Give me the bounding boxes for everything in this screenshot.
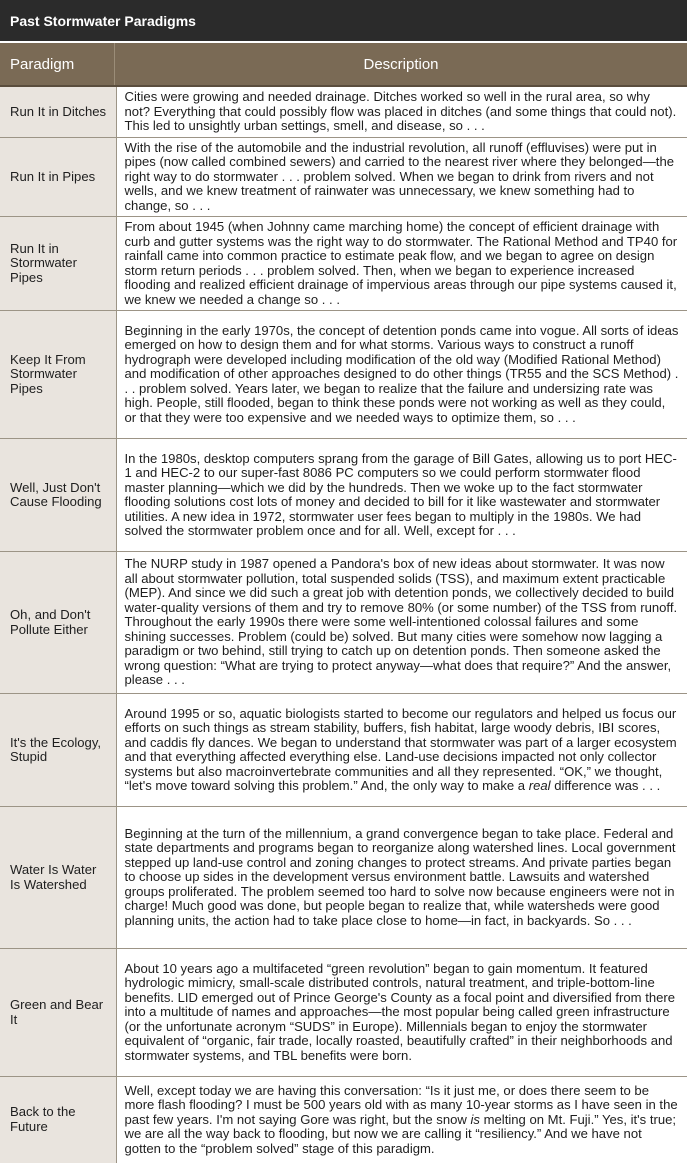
table-row (0, 694, 687, 807)
table-row (0, 311, 687, 439)
paradigm-cell: Run It in Ditches (0, 87, 116, 137)
description-cell (116, 552, 687, 694)
paradigm-cell: Water Is Water Is Watershed (0, 807, 116, 949)
description-text: From about 1945 (when Johnny came marching home) the concept of efficient drainage with curb and gutter systems was the right way to do stormwater. The Rational Method and TP40 for rainfall came into common practice to estimate peak flow, and we began to agree on design storm return periods . . . problem solved. Then, when we began to experience increased flooding and realized efficient drainage of impervious areas through our pipe systems caused it, we knew we needed a change so . . . (124, 219, 678, 307)
description-cell (116, 949, 687, 1077)
description-cell (116, 137, 687, 217)
header-description: Description (363, 55, 439, 73)
description-text: Well, except today we are having this conversation: “Is it just me, or does there seem to be more flash flooding? I must be 500 years old with as many 10-year storms as I have seen in the past few years. I'm not saying Gore was right, but the snow (124, 1082, 678, 1127)
description-cell (116, 694, 687, 807)
paradigm-cell: Green and Bear It (0, 949, 116, 1077)
description-text: Around 1995 or so, aquatic biologists started to become our regulators and helped us focus our efforts on such things as stream stability, buffers, fish habitat, large woody debris, IBI scores, and caddis fly dances. We began to understand that stormwater was part of a larger ecosystem and that everything affected everything else. Land-use decisions impacted not only collector systems but also macroinvertebrate communities and all they represented. “OK,” we thought, “let's move toward solving this problem.” And, the only way to make a (124, 705, 677, 793)
table-row (0, 217, 687, 311)
description-cell (116, 807, 687, 949)
description-cell (116, 1077, 687, 1163)
table-row (0, 552, 687, 694)
description-cell (116, 439, 687, 552)
header-paradigm: Paradigm (0, 43, 115, 85)
paradigm-cell: Run It in Pipes (0, 137, 116, 217)
description-text: About 10 years ago a multifaceted “green revolution” began to gain momentum. It featured hydrologic mimicry, small-scale distributed controls, natural treatment, and triple-bottom-line benefits. LID emerged out of Prince George's County as a focal point and diversified from there into a multitude of names and approaches—the most popular being called green infrastructure (or the unfortunate acronym “SUDS” in Europe). Millennials began to enjoy the stormwater equivalent of “organic, fair trade, locally roasted, beautifully crafted” in their neighborhoods and stormwater systems, and TBL benefits were born. (124, 960, 676, 1063)
table-row (0, 949, 687, 1077)
paradigm-cell: Well, Just Don't Cause Flooding (0, 439, 116, 552)
description-text: Cities were growing and needed drainage. Ditches worked so well in the rural area, so why not? Everything that could possibly flow was placed in ditches (and some things that could not). This led to unsightly urban settings, smell, and disease, so . . . (124, 89, 677, 133)
description-emphasis: is (470, 1111, 480, 1127)
description-text-tail: difference was . . . (550, 778, 661, 793)
description-text: In the 1980s, desktop computers sprang from the garage of Bill Gates, allowing us to port HEC-1 and HEC-2 to our super-fast 8086 PC computers so we could perform stormwater flood master planning—which we did by the hundreds. Then we woke up to the fact stormwater flooding solutions cost lots of money and decided to bill for it like wastewater and stormwater utilities. A new idea in 1972, stormwater user fees began to multiply in the 1980s. We had solved the stormwater problem once and for all. Well, except for . . . (124, 450, 677, 538)
paradigm-cell: Oh, and Don't Pollute Either (0, 552, 116, 694)
table-row (0, 137, 687, 217)
description-text: With the rise of the automobile and the industrial revolution, all runoff (effluvises) were put in pipes (now called combined sewers) and carried to the nearest river where they belonged—the right way to do stormwater . . . problem solved. When we began to drink from rivers and not wells, and we knew treatment of rainwater was unnecessary, we knew something had to change, so . . . (124, 139, 675, 213)
paradigm-table (0, 87, 687, 1163)
description-emphasis: real (528, 778, 551, 793)
description-cell (116, 87, 687, 137)
table-row (0, 439, 687, 552)
paradigm-cell: It's the Ecology, Stupid (0, 694, 116, 807)
paradigm-cell: Back to the Future (0, 1077, 116, 1163)
paradigm-cell: Run It in Stormwater Pipes (0, 217, 116, 311)
description-cell (116, 217, 687, 311)
description-text-tail: melting on Mt. Fuji.” Yes, it's true; we are all the way back to flooding, but now we are calling it “resiliency.” And we have not gotten to the “problem solved” stage of this paradigm. (124, 1111, 677, 1156)
table-header-row (0, 43, 687, 87)
description-text: Beginning in the early 1970s, the concept of detention ponds came into vogue. All sorts of ideas emerged on how to design them and for what storms. Various ways to construct a runoff hydrograph were developed including modification of the old way (Modified Rational Method) and modification of other approaches designed to do other things (TR55 and the SCS Method) . . . problem solved. Years later, we began to realize that the failure and undersizing rate was high. People, still flooded, began to think these ponds were not working as well as they could, or that they were too expensive and we needed ways to optimize them, so . . . (124, 322, 679, 425)
paradigm-cell: Keep It From Stormwater Pipes (0, 311, 116, 439)
description-text: The NURP study in 1987 opened a Pandora's box of new ideas about stormwater. It was now all about stormwater pollution, total suspended solids (TSS), and maximum extent practicable (MEP). And since we did such a great job with detention ponds, we collectively decided to build water-quality versions of them and try to remove 80% (or some number) of the TSS from runoff. Throughout the early 1990s there were some well-intentioned colossal failures and some shining successes. Problem (could be) solved. But many cities were somehow now lagging a paradigm or two behind, still trying to catch up on detention ponds. Then someone asked the wrong question: “What are trying to protect anyway—what does that require?” And the answer, please . . . (124, 556, 678, 688)
table-row (0, 1077, 687, 1163)
table-title: Past Stormwater Paradigms (0, 0, 687, 41)
description-cell (116, 311, 687, 439)
table-row (0, 807, 687, 949)
description-text: Beginning at the turn of the millennium, a grand convergence began to take place. Federal and state departments and programs began to reorganize along watershed lines. Local government stepped up land-use control and zoning changes to protect streams. And private parties began to choose up sides in the development versus environment battle. Lawsuits and watershed groups proliferated. The problem seemed too hard to solve now because engineers were not in charge! Much good was done, but people began to realize that, while watersheds were good planning units, the action had to take place close to home—in fact, in backyards. So . . . (124, 825, 676, 928)
table-row (0, 87, 687, 137)
